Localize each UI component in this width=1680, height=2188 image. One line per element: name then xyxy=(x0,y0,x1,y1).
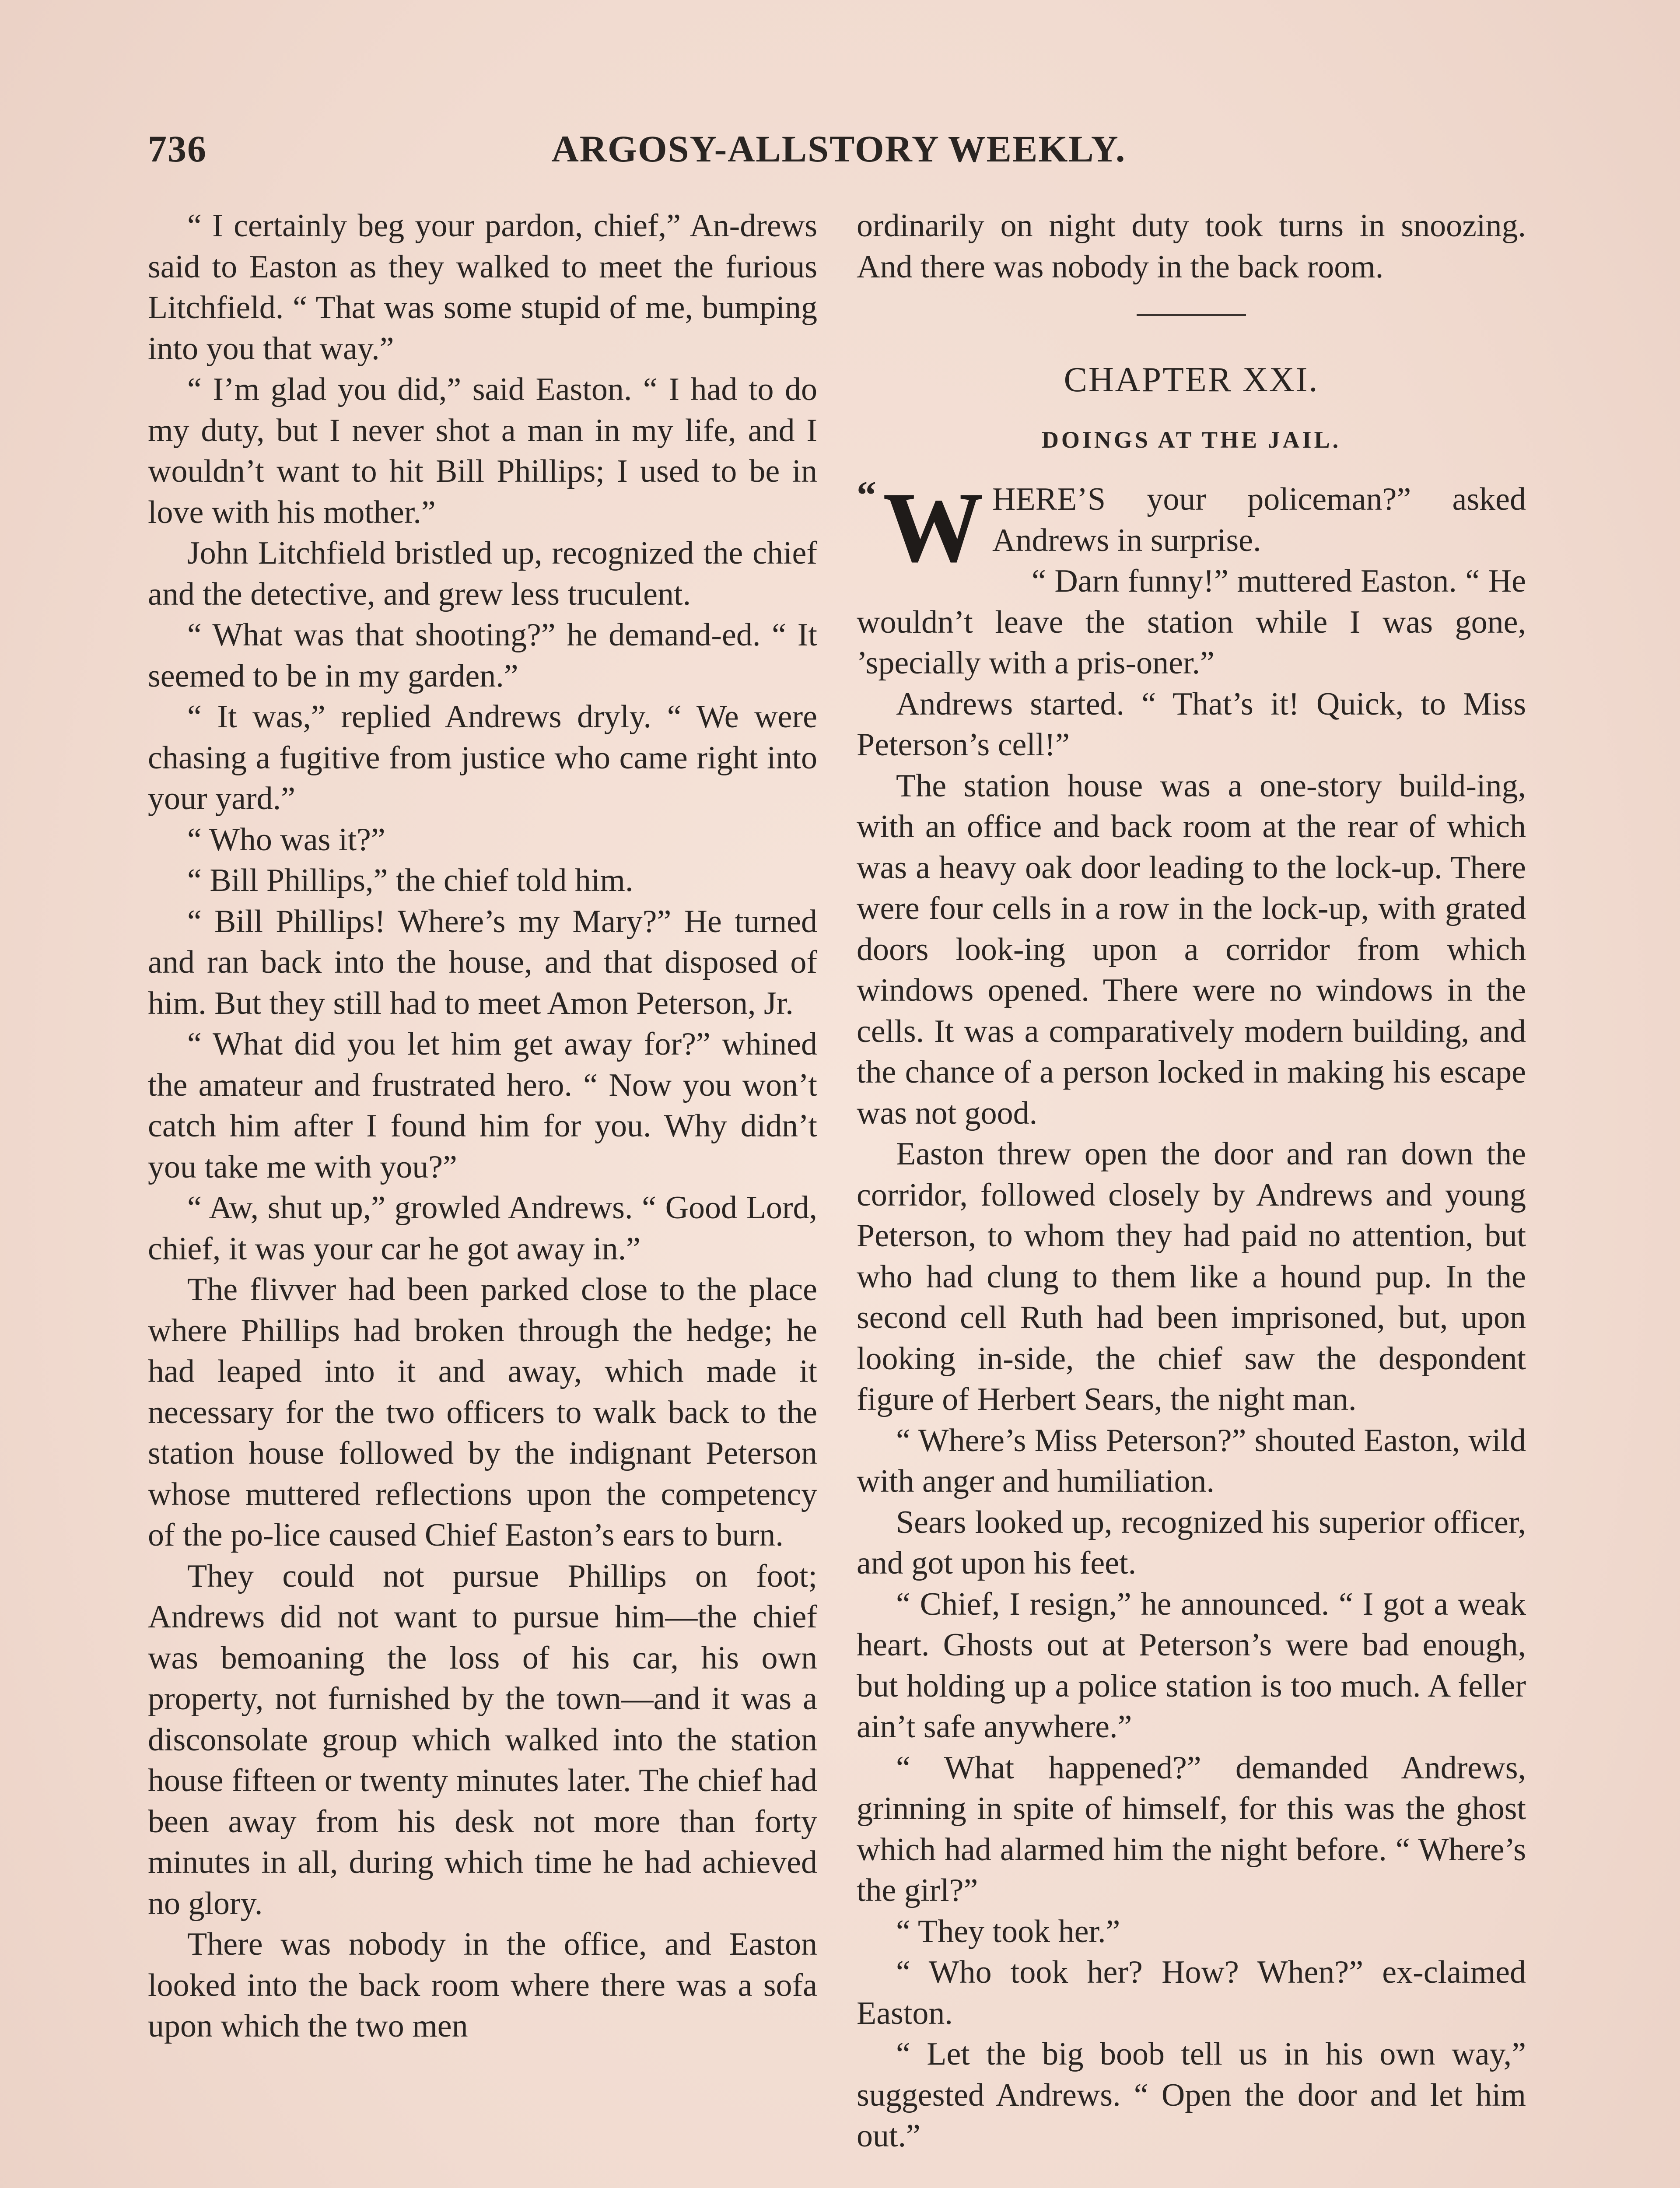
drop-cap: W xyxy=(883,471,984,583)
paragraph: They could not pursue Phillips on foot; Andrews did not want to pursue him—the chief was bemoaning the loss of his car, his own property, not furnished by the town—and it was a disconsolate group which walked into the station house fifteen or twenty minutes later. The chief had been away from his desk not more than forty minutes in all, during which time he had achieved no glory. xyxy=(148,1558,817,1922)
paragraph: The flivver had been parked close to the place where Phillips had broken through the hedge; he had leaped into it and away, which made it necessary for the two officers to walk back to the station house followed by the indignant Peterson whose muttered reflections upon the competency of the po-lice caused Chief Easton’s ears to burn. xyxy=(148,1272,817,1553)
paragraph-continuation: ordinarily on night duty took turns in snoozing. And there was nobody in the back room. xyxy=(857,208,1526,285)
left-column xyxy=(148,206,817,2047)
paragraph: Andrews started. “ That’s it! Quick, to Miss Peterson’s cell!” xyxy=(857,686,1526,763)
paragraph: “ Chief, I resign,” he announced. “ I got a weak heart. Ghosts out at Peterson’s were bad enough, but holding up a police station is too much. A feller ain’t safe anywhere.” xyxy=(857,1586,1526,1745)
chapter-title: CHAPTER XXI. xyxy=(1064,361,1319,399)
paragraph: “ I’m glad you did,” said Easton. “ I had to do my duty, but I never shot a man in my life, and I wouldn’t want to hit Bill Phillips; I used to be in love with his mother.” xyxy=(148,372,817,530)
paragraph: “ Let the big boob tell us in his own way,” suggested Andrews. “ Open the door and let him out.” xyxy=(857,2036,1526,2154)
paragraph: Sears looked up, recognized his superior officer, and got upon his feet. xyxy=(857,1504,1526,1581)
chapter-opening-paragraph xyxy=(857,471,1526,583)
paragraph: “ Darn funny!” muttered Easton. “ He wouldn’t leave the station while I was gone, ’specially with a pris-oner.” xyxy=(857,563,1526,681)
paragraph: “ They took her.” xyxy=(896,1913,1120,1950)
paragraph: “ What was that shooting?” he demand-ed. “ It seemed to be in my garden.” xyxy=(148,617,817,694)
page-header xyxy=(148,127,1530,179)
paragraph: Easton threw open the door and ran down the corridor, followed closely by Andrews and young Peterson, to whom they had paid no attention, but who had clung to them like a hound pup. In the second cell Ruth had been imprisoned, but, upon looking in-side, the chief saw the despondent figure of Herbert Sears, the night man. xyxy=(857,1136,1526,1417)
paragraph: “ Where’s Miss Peterson?” shouted Easton, wild with anger and humiliation. xyxy=(857,1422,1526,1499)
paragraph: “ It was,” replied Andrews dryly. “ We were chasing a fugitive from justice who came right into your yard.” xyxy=(148,699,817,817)
paragraph: “ Who was it?” xyxy=(187,821,385,858)
paragraph: The station house was a one-story build-ing, with an office and back room at the rear of which was a heavy oak door leading to the lock-up. There were four cells in a row in the lock-up, with grated doors look-ing upon a corridor from which windows opened. There were no windows in the cells. It was a comparatively modern building, and the chance of a person locked in making his escape was not good. xyxy=(857,768,1526,1131)
paragraph: “ Who took her? How? When?” ex-claimed Easton. xyxy=(857,1954,1526,2031)
paragraph: “ What did you let him get away for?” whined the amateur and frustrated hero. “ Now you won’t catch him after I found him for you. Why didn’t you take me with you?” xyxy=(148,1026,817,1185)
paragraph: “ Aw, shut up,” growled Andrews. “ Good Lord, chief, it was your car he got away in.” xyxy=(148,1190,817,1267)
paragraph: “ What happened?” demanded Andrews, grinning in spite of himself, for this was the ghost which had alarmed him the night before. “ Where’s the girl?” xyxy=(857,1750,1526,1908)
right-column xyxy=(857,206,1526,2157)
paragraph: “ Bill Phillips,” the chief told him. xyxy=(187,863,634,898)
paragraph: “ I certainly beg your pardon, chief,” An-drews said to Easton as they walked to meet the furious Litchfield. “ That was some stupid of me, bumping into you that way.” xyxy=(148,208,817,367)
page-number: 736 xyxy=(148,128,207,170)
paragraph: There was nobody in the office, and Easton looked into the back room where there was a sofa upon which the two men xyxy=(148,1926,817,2044)
paragraph: “ Bill Phillips! Where’s my Mary?” He turned and ran back into the house, and that disposed of him. But they still had to meet Amon Peterson, Jr. xyxy=(148,903,817,1021)
magazine-title: ARGOSY-ALLSTORY WEEKLY. xyxy=(551,128,1126,170)
opening-text: HERE’S your policeman?” asked Andrews in surprise. xyxy=(992,481,1526,558)
drop-quote: “ xyxy=(857,473,876,517)
section-divider xyxy=(1137,314,1246,316)
chapter-subtitle: DOINGS AT THE JAIL. xyxy=(1041,427,1341,453)
paragraph: John Litchfield bristled up, recognized the chief and the detective, and grew less truculent. xyxy=(148,535,817,612)
